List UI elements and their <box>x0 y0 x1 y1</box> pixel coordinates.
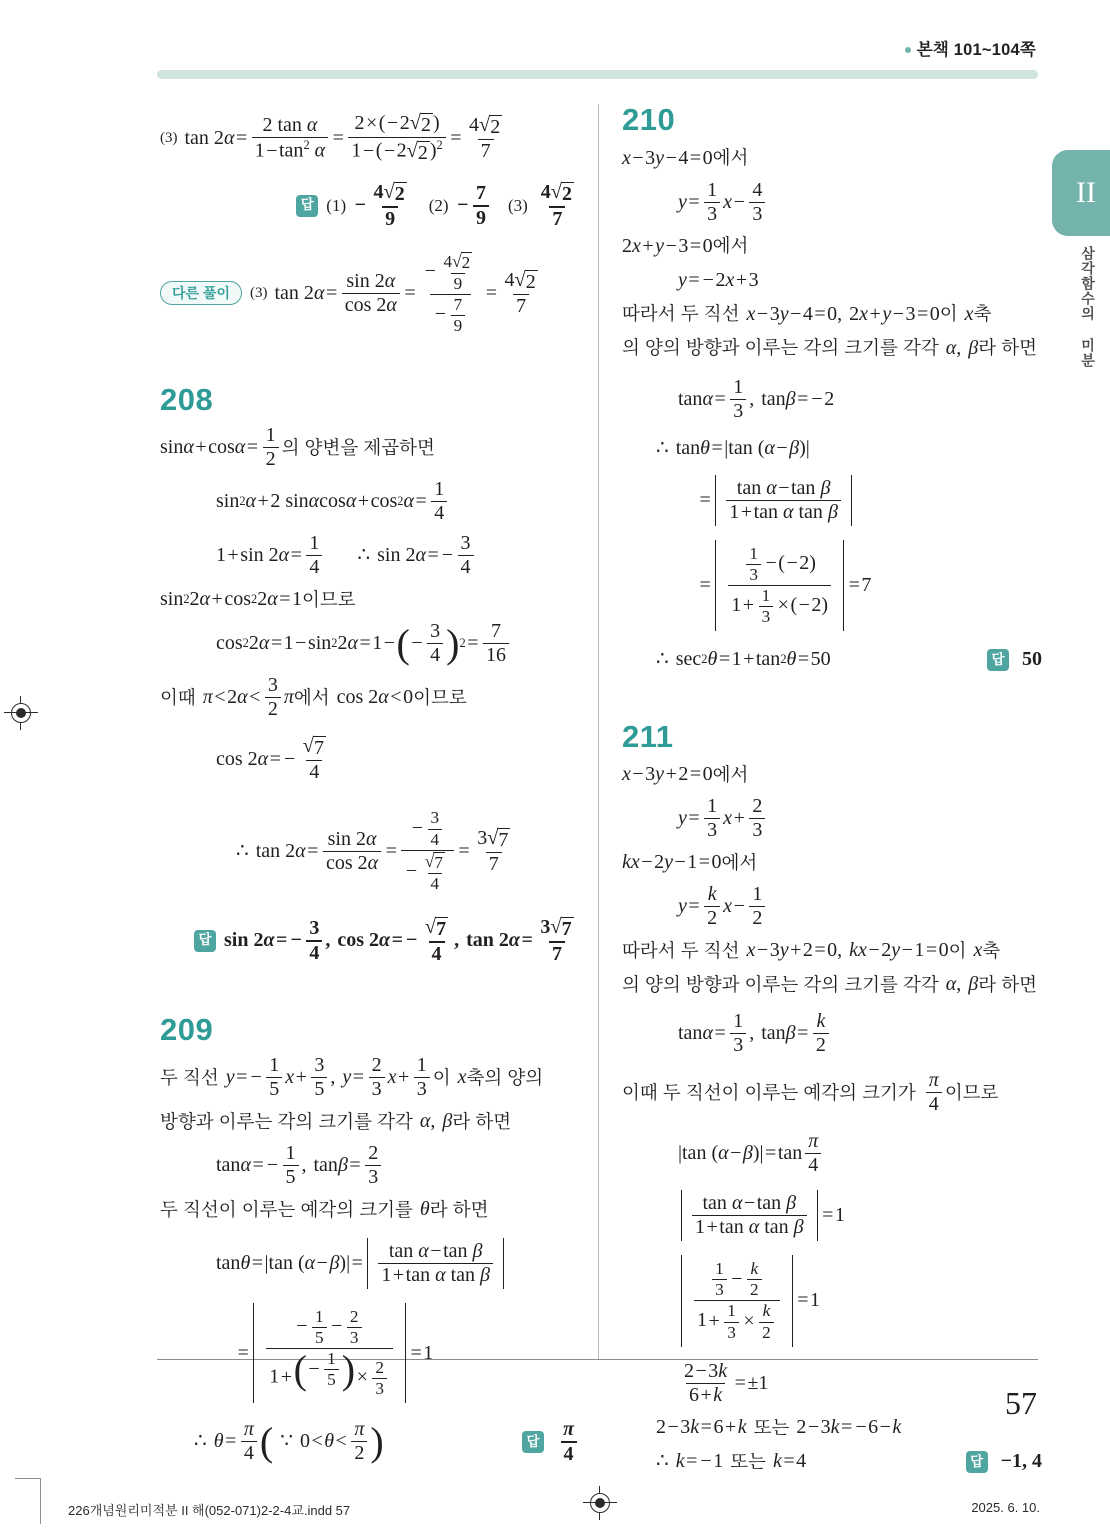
math-line: ∴ θ = $\frac{\pi}{4}$ ( ∵ 0 < θ < $\frac{\pi}{2}$ ) 답 $\frac{\pi}{4}$ <box>160 1419 580 1465</box>
problem-number-209: 209 <box>160 1011 214 1047</box>
korean-text: 에서 <box>293 687 330 709</box>
korean-text: 라 하면 <box>452 1111 512 1133</box>
answer-item-3-label: (3) <box>507 196 528 216</box>
answer-badge: 답 <box>296 195 318 217</box>
korean-text: 이므로 <box>301 589 356 611</box>
korean-text: 에서 <box>721 852 758 874</box>
math-line: tan α = $\frac{1}{3}$ , tan β = $\frac{k}{2}$ <box>622 1011 1042 1056</box>
math-line: ∴ tan 2 α = $\frac{\sin 2\alpha}{\cos 2\alpha}$ = − $\frac{3}{4}$ − √ 7 4 = 3 √ 7 7 <box>236 808 509 893</box>
korean-text: 이때 <box>160 687 196 709</box>
korean-text: 에서 <box>712 764 749 786</box>
answer-item-2-label: (2) <box>428 196 449 216</box>
korean-text: 또는 <box>730 1450 766 1472</box>
math-line: |tan ( α − β )| = tan $\frac{\pi}{4}$ <box>622 1131 1042 1176</box>
math-line: 이때 π < 2 α < $\frac{3}{2}$ π 에서 cos 2 α < 0 이므로 <box>160 674 467 721</box>
math-line: sin α + cos α = $\frac{1}{2}$ 의 양변을 제곱하면 <box>160 424 435 471</box>
right-column <box>622 104 1042 1483</box>
korean-text: 이때 두 직선이 이루는 예각의 크기가 <box>622 1082 916 1104</box>
math-line: 2 x + y − 3 = 0 에서 <box>622 234 749 257</box>
answer-badge: 답 <box>987 649 1009 671</box>
footer-date: 2025. 6. 10. <box>971 1500 1040 1515</box>
item-label: (3) <box>250 284 268 301</box>
math-line: (3) tan 2 α = $\frac{\text{2 tan α}}{1-\tan^2 \alpha}$ = 2×(−2 √ 2 ) 1−(−2 √ 2 )$^2$ = 4 √ 2 7 <box>160 112 501 164</box>
korean-text: 두 직선 <box>160 1067 219 1089</box>
korean-text: 축의 양의 <box>466 1067 544 1089</box>
registration-mark-icon <box>8 700 34 726</box>
math-line: = $\frac{1}{3}$ −(−2) 1+ $\frac{1}{3}$ ×(−2) = 7 <box>622 540 1042 631</box>
math-line: x − 3 y + 2 = 0 에서 <box>622 763 749 786</box>
header-reference-text: 본책 101~104쪽 <box>916 41 1036 59</box>
chapter-tab-label: 삼각함수의 미분 <box>1080 246 1096 368</box>
korean-text: 두 직선이 이루는 예각의 크기를 <box>160 1199 413 1221</box>
math-line: k x − 2 y − 1 = 0 에서 <box>622 851 758 874</box>
korean-text: 축 <box>982 940 1001 962</box>
math-line: cos 2 α = − √ 7 4 <box>216 735 324 784</box>
math-line: 의 양의 방향과 이루는 각의 크기를 각각 α , β 라 하면 <box>622 973 1038 996</box>
korean-text: 이므로 <box>944 1082 999 1104</box>
chapter-tab-roman: II <box>1076 176 1096 209</box>
math-line: ∴ k = − 1 또는 k = 4 답 −1, 4 <box>656 1449 1042 1472</box>
chapter-tab <box>1052 150 1110 236</box>
math-line: y = $\frac{1}{3}$ x + $\frac{2}{3}$ <box>622 796 1042 841</box>
korean-text: 방향과 이루는 각의 크기를 각각 <box>160 1111 413 1133</box>
problem-number-210: 210 <box>622 102 676 137</box>
math-line: $\frac{1}{3}$ − $\frac{k}{2}$ 1+ $\frac{1}{3}$ × $\frac{k}{2}$ = 1 <box>622 1255 1042 1346</box>
answer-badge: 답 <box>194 930 216 952</box>
korean-text: 의 양의 방향과 이루는 각의 크기를 각각 <box>622 337 939 359</box>
answer-value-211: −1, 4 <box>1000 1449 1042 1472</box>
answer-line: 답 $\frac{\pi}{4}$ <box>522 1419 580 1465</box>
korean-text: 또는 <box>753 1416 790 1438</box>
math-line: 2 − 3 k = 6 + k 또는 2 − 3 k = − 6 − k <box>656 1415 902 1438</box>
math-line: 따라서 두 직선 x − 3 y − 4 = 0, 2 x + y − 3 = 0 이 x 축 <box>622 302 992 325</box>
math-line: $\frac{\text{tan α−tan β}}{\text{1+tan α tan β}}$ = 1 <box>622 1190 1042 1241</box>
math-line: ∴ tan θ = |tan ( α − β )| <box>656 436 810 459</box>
math-line: sin 2 α + 2 sin α cos α + cos 2 α = $\frac{1}{4}$ <box>160 479 580 524</box>
answer-line: 답 (1) − 4 √ 2 9 (2) − $\frac{7}{9}$ (3) 4 √ 2 7 <box>160 182 580 230</box>
answer-line: 답 sin 2 α = − $\frac{3}{4}$ , cos 2 α = − √ 7 4 , tan 2 α = 3 √ 7 7 <box>160 917 580 965</box>
math-line: tan α = − $\frac{1}{5}$ , tan β = $\frac{2}{3}$ <box>160 1143 580 1188</box>
math-line: x − 3 y − 4 = 0 에서 <box>622 146 749 169</box>
answer-badge: 답 <box>522 1431 544 1453</box>
math-line: = − $\frac{1}{5}$ − $\frac{2}{3}$ 1+ ( − $\frac{1}{5}$ ) × $\frac{2}{3}$ = 1 <box>160 1303 580 1403</box>
math-line: y = $\frac{k}{2}$ x − $\frac{1}{2}$ <box>622 884 1042 929</box>
footer-file-info: 226개념원리미적분 II 해(052-071)2-2-4교.indd 57 <box>68 1503 351 1518</box>
math-line: = $\frac{\text{tan α−tan β}}{\text{1+tan α tan β}}$ <box>622 475 1042 526</box>
math-line: cos 2 2 α = 1 − sin 2 2 α = 1 − ( − $\frac{3}{4}$ ) 2 = $\frac{7}{16}$ <box>160 621 580 666</box>
header-reference <box>905 36 1036 60</box>
korean-text: 이 <box>939 303 958 325</box>
math-line: sin 2 2 α + cos 2 2 α = 1 이므로 <box>160 588 356 611</box>
math-line: ∴ sec 2 θ = 1 + tan 2 θ = 50 답 50 <box>656 647 1042 670</box>
math-line: tan α = $\frac{1}{3}$ , tan β = − 2 <box>678 375 835 422</box>
korean-text: 이 <box>948 940 967 962</box>
korean-text: 라 하면 <box>978 337 1038 359</box>
registration-mark-icon <box>587 1490 613 1516</box>
korean-text: 에서 <box>712 235 749 257</box>
footer-tick-horizontal <box>15 1478 41 1479</box>
item-label: (3) <box>160 129 178 146</box>
korean-text: 라 하면 <box>429 1199 489 1221</box>
problem-number-211: 211 <box>622 718 674 754</box>
korean-text: 의 양변을 제곱하면 <box>281 437 435 459</box>
math-line: 이때 두 직선이 이루는 예각의 크기가 $\frac{\pi}{4}$ 이므로 <box>622 1069 999 1116</box>
answer-line <box>966 1449 1042 1474</box>
korean-text: 이므로 <box>413 687 467 709</box>
math-line: y = $\frac{1}{3}$ x − $\frac{4}{3}$ <box>622 180 1042 225</box>
korean-text: 따라서 두 직선 <box>622 940 740 962</box>
answer-badge: 답 <box>966 1451 988 1473</box>
korean-text: 축 <box>973 303 992 325</box>
math-line: 방향과 이루는 각의 크기를 각각 α , β 라 하면 <box>160 1110 512 1133</box>
korean-text: 이 <box>432 1067 451 1089</box>
left-column <box>160 104 580 1474</box>
math-line: 의 양의 방향과 이루는 각의 크기를 각각 α , β 라 하면 <box>622 336 1038 359</box>
answer-line <box>987 647 1042 672</box>
header-rule <box>157 70 1038 79</box>
alt-solution-badge: 다른 풀이 <box>160 281 242 305</box>
korean-text: 에서 <box>712 147 749 169</box>
alt-solution-line: 다른 풀이 (3) tan 2 α = $\frac{\sin 2\alpha}{\cos 2\alpha}$ = − 4 √ 2 9 − $\frac{7}{9}$ = 4 √ 2 7 <box>160 252 580 335</box>
answer-item-1-label: (1) <box>326 196 347 216</box>
problem-number-208: 208 <box>160 381 214 417</box>
math-line: y = − 2 x + 3 <box>678 268 759 291</box>
answer-value-210: 50 <box>1022 647 1042 670</box>
column-divider <box>598 104 599 1360</box>
math-line: 두 직선 y = − $\frac{1}{5}$ x + $\frac{3}{5}$ , y = $\frac{2}{3}$ x + $\frac{1}{3}$ 이 x 축의 양의 <box>160 1054 544 1101</box>
math-line: 따라서 두 직선 x − 3 y + 2 = 0, k x − 2 y − 1 = 0 이 x 축 <box>622 939 1001 962</box>
bullet-icon <box>905 47 911 53</box>
math-line: 두 직선이 이루는 예각의 크기를 θ 라 하면 <box>160 1198 489 1221</box>
footer-tick <box>40 1478 41 1524</box>
page-number: 57 <box>1005 1385 1037 1421</box>
math-line: 1 + sin 2 α = $\frac{1}{4}$ ∴ sin 2 α = − $\frac{3}{4}$ <box>160 533 580 578</box>
math-line: tan θ = |tan ( α − β )| = $\frac{\text{tan α−tan β}}{\text{1+tan α tan β}}$ <box>160 1238 580 1289</box>
korean-text: 라 하면 <box>978 974 1038 996</box>
korean-text: 의 양의 방향과 이루는 각의 크기를 각각 <box>622 974 939 996</box>
korean-text: 따라서 두 직선 <box>622 303 740 325</box>
math-line: $\frac{2-3k}{6+k}$ = ±1 <box>684 1359 769 1406</box>
